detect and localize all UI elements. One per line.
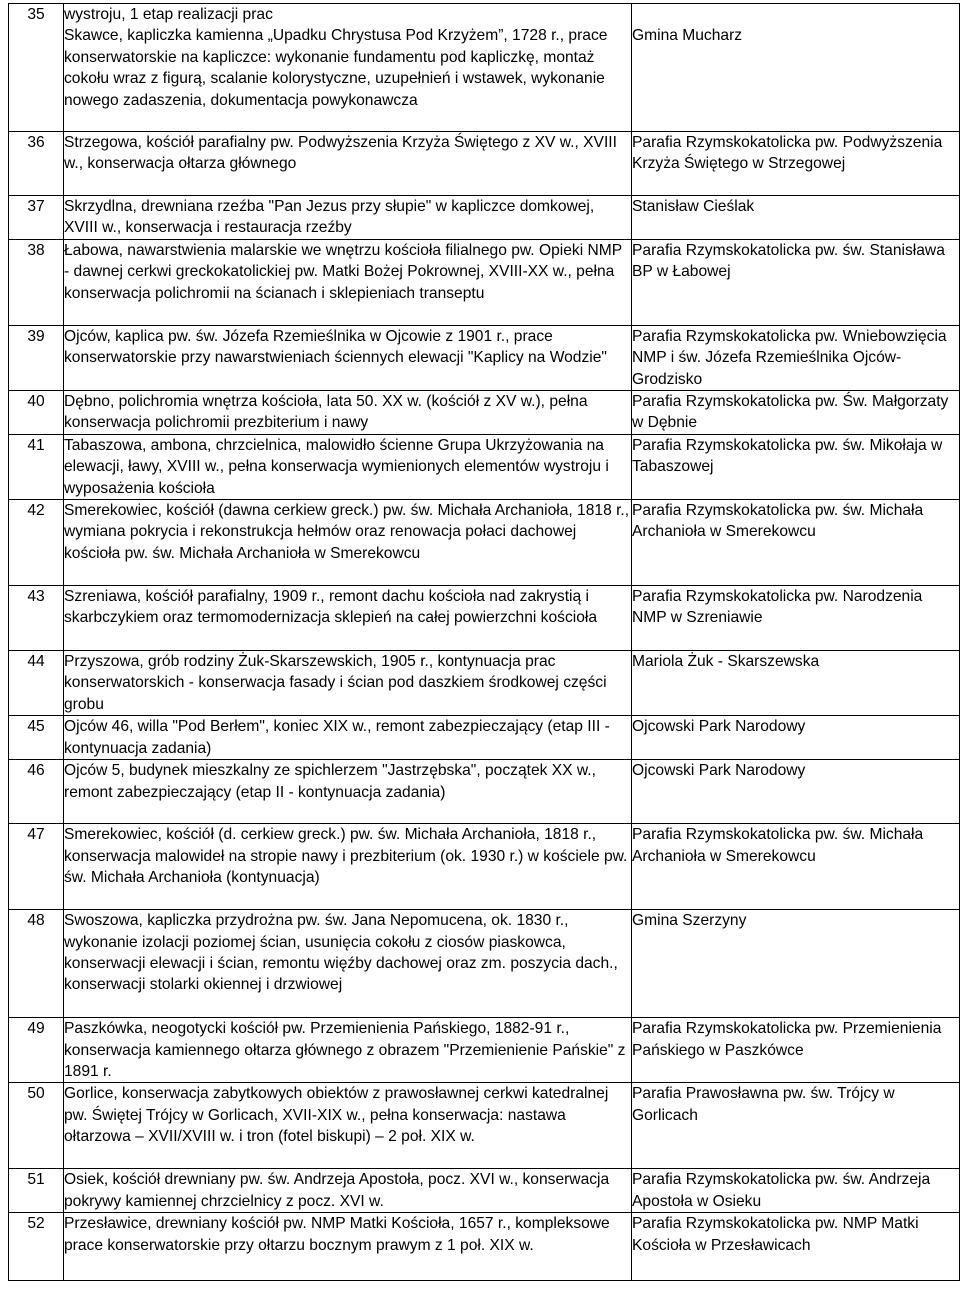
beneficiary-text: Ojcowski Park Narodowy	[632, 762, 806, 780]
beneficiary-text: Parafia Rzymskokatolicka pw. Przemienienia Pańskiego w Paszkówce	[632, 1020, 942, 1059]
beneficiary-text: Parafia Rzymskokatolicka pw. św. Mikołaja w Tabaszowej	[632, 436, 943, 476]
task-description	[64, 196, 632, 240]
beneficiary-text: Parafia Prawosławna pw. św. Trójcy w Gorlicach	[632, 1085, 895, 1124]
table-row	[9, 4, 960, 132]
beneficiary	[632, 586, 960, 651]
task-description	[64, 1213, 632, 1281]
task-description-text: Ojców 5, budynek mieszkalny ze spichlerzem "Jastrzębska", początek XX w., remont zabezpieczający (etap II - kontynuacja zadania)	[64, 762, 596, 801]
task-description-text: Paszkówka, neogotycki kościół pw. Przemienienia Pańskiego, 1882-91 r., konserwacja kamiennego ołtarza głównego z obrazem "Przemienienie Pańskie" z 1891 r.	[64, 1020, 626, 1080]
row-number-text: 40	[27, 393, 45, 411]
beneficiary	[632, 1169, 960, 1213]
beneficiary-text: Gmina Szerzyny	[632, 912, 747, 930]
row-number-text: 48	[27, 912, 45, 930]
row-number	[9, 500, 64, 586]
row-number-text: 38	[27, 241, 45, 259]
row-number-text: 39	[27, 327, 45, 345]
beneficiary	[632, 132, 960, 196]
row-number-text: 43	[27, 588, 45, 606]
task-description	[64, 586, 632, 651]
task-description	[64, 4, 632, 132]
task-description-text: Przesławice, drewniany kościół pw. NMP Matki Kościoła, 1657 r., kompleksowe prace konserwatorskie przy ołtarzu bocznym prawym z 1 poł. XIX w.	[64, 1215, 610, 1254]
row-number-text: 50	[27, 1085, 45, 1103]
beneficiary	[632, 500, 960, 586]
beneficiary	[632, 651, 960, 716]
beneficiary-text: Parafia Rzymskokatolicka pw. Św. Małgorzaty w Dębnie	[632, 393, 949, 432]
beneficiary	[632, 196, 960, 240]
row-number	[9, 1083, 64, 1169]
row-number	[9, 132, 64, 196]
table-row	[9, 651, 960, 716]
task-description-text: Dębno, polichromia wnętrza kościoła, lata 50. XX w. (kościół z XV w.), pełna konserwacja polichromii prezbiterium i nawy	[64, 393, 588, 432]
row-number	[9, 434, 64, 499]
row-number-text: 49	[27, 1020, 45, 1038]
table-row	[9, 434, 960, 499]
row-number-text: 52	[27, 1215, 45, 1233]
beneficiary	[632, 391, 960, 435]
row-number-text: 47	[27, 826, 45, 844]
task-description-text: wystroju, 1 etap realizacji prac Skawce, kapliczka kamienna „Upadku Chrystusa Pod Krzyżem”, 1728 r., prace konserwatorskie na kapliczce: wykonanie fundamentu pod kapliczkę, montaż cokołu wraz z figurą, scalanie kolorystyczne, uzupełnień i wstawek, wykonanie nowego zadaszenia, dokumentacja powykonawcza	[64, 6, 608, 109]
beneficiary	[632, 4, 960, 132]
table-row	[9, 196, 960, 240]
row-number	[9, 239, 64, 325]
row-number-text: 37	[27, 198, 45, 215]
table-row	[9, 391, 960, 435]
beneficiary-text: Parafia Rzymskokatolicka pw. św. Michała Archanioła w Smerekowcu	[632, 826, 924, 865]
task-description	[64, 760, 632, 824]
task-description-text: Ojców 46, willa "Pod Berłem", koniec XIX w., remont zabezpieczający (etap III - kontynuacja zadania)	[64, 718, 610, 757]
row-number	[9, 586, 64, 651]
row-number-text: 35	[27, 6, 45, 23]
task-description	[64, 132, 632, 196]
beneficiary-text: Mariola Żuk - Skarszewska	[632, 653, 820, 671]
task-description-text: Tabaszowa, ambona, chrzcielnica, malowidło ścienne Grupa Ukrzyżowania na elewacji, ławy, XVIII w., pełna konserwacja wymienionych elementów wystroju i wyposażenia kościoła	[64, 436, 609, 497]
task-description-text: Ojców, kaplica pw. św. Józefa Rzemieślnika w Ojcowie z 1901 r., prace konserwatorskie przy nawarstwieniach ściennych elewacji "Kaplicy na Wodzie"	[64, 327, 607, 367]
beneficiary-text: Stanisław Cieślak	[632, 198, 755, 215]
row-number-text: 45	[27, 718, 45, 736]
task-description-text: Strzegowa, kościół parafialny pw. Podwyższenia Krzyża Świętego z XV w., XVIII w., konserwacja ołtarza głównego	[64, 134, 617, 173]
beneficiary-text: Parafia Rzymskokatolicka pw. Podwyższenia Krzyża Świętego w Strzegowej	[632, 134, 943, 173]
task-description-text: Osiek, kościół drewniany pw. św. Andrzeja Apostoła, pocz. XVI w., konserwacja pokrywy kamiennej chrzcielnicy z pocz. XVI w.	[64, 1171, 610, 1210]
beneficiary	[632, 760, 960, 824]
beneficiary	[632, 434, 960, 499]
beneficiary-text: Parafia Rzymskokatolicka pw. św. Stanisława BP w Łabowej	[632, 241, 945, 281]
task-description-text: Przyszowa, grób rodziny Żuk-Skarszewskich, 1905 r., kontynuacja prac konserwatorskich - konserwacja fasady i ścian pod daszkiem środkowej części grobu	[64, 653, 607, 713]
row-number	[9, 196, 64, 240]
table-body	[9, 4, 960, 1281]
task-description	[64, 1018, 632, 1083]
beneficiary	[632, 325, 960, 390]
row-number-text: 44	[27, 653, 45, 671]
row-number	[9, 760, 64, 824]
table-row	[9, 824, 960, 910]
table-row	[9, 239, 960, 325]
beneficiary-text: Parafia Rzymskokatolicka pw. Wniebowzięcia NMP i św. Józefa Rzemieślnika Ojców-Grodzisko	[632, 327, 947, 388]
beneficiary-text: Ojcowski Park Narodowy	[632, 718, 806, 736]
row-number	[9, 325, 64, 390]
beneficiary	[632, 239, 960, 325]
table-row	[9, 1169, 960, 1213]
beneficiary	[632, 716, 960, 760]
table-row	[9, 1083, 960, 1169]
task-description	[64, 391, 632, 435]
row-number-text: 46	[27, 762, 45, 780]
task-description-text: Skrzydlna, drewniana rzeźba "Pan Jezus przy słupie" w kapliczce domkowej, XVIII w., konserwacja i restauracja rzeźby	[64, 198, 595, 237]
task-description	[64, 239, 632, 325]
table-row	[9, 1018, 960, 1083]
row-number-text: 36	[27, 134, 45, 151]
row-number	[9, 824, 64, 910]
beneficiary	[632, 1018, 960, 1083]
table-row	[9, 760, 960, 824]
table-row	[9, 586, 960, 651]
row-number	[9, 1213, 64, 1281]
row-number	[9, 1018, 64, 1083]
beneficiary-text: Gmina Mucharz	[632, 27, 743, 45]
beneficiary	[632, 1083, 960, 1169]
row-number	[9, 1169, 64, 1213]
beneficiary-text: Parafia Rzymskokatolicka pw. św. Michała Archanioła w Smerekowcu	[632, 502, 924, 541]
task-description-text: Swoszowa, kapliczka przydrożna pw. św. Jana Nepomucena, ok. 1830 r., wykonanie izolacji poziomej ścian, usunięcia cokołu z ciosów piaskowca, konserwacji elewacji i ścian, remontu więźby dachowej oraz zm. poszycia dach., konserwacji stolarki okiennej i drzwiowej	[64, 912, 618, 994]
row-number	[9, 716, 64, 760]
task-description	[64, 325, 632, 390]
row-number	[9, 910, 64, 1018]
task-description	[64, 1169, 632, 1213]
table-row	[9, 132, 960, 196]
row-number	[9, 651, 64, 716]
table-row	[9, 500, 960, 586]
table-row	[9, 325, 960, 390]
task-description-text: Smerekowiec, kościół (dawna cerkiew greck.) pw. św. Michała Archanioła, 1818 r., wymiana pokrycia i rekonstrukcja hełmów oraz renowacja połaci dachowej kościoła pw. św. Michała Archanioła w Smerekowcu	[64, 502, 630, 562]
task-description	[64, 434, 632, 499]
table-row	[9, 716, 960, 760]
task-description-text: Szreniawa, kościół parafialny, 1909 r., remont dachu kościoła nad zakrystią i skarbczykiem oraz termomodernizacja sklepień na całej powierzchni kościoła	[64, 588, 598, 627]
beneficiary-text: Parafia Rzymskokatolicka pw. NMP Matki Kościoła w Przesławicach	[632, 1215, 919, 1254]
task-description	[64, 910, 632, 1018]
task-description	[64, 651, 632, 716]
beneficiary-text: Parafia Rzymskokatolicka pw. Narodzenia NMP w Szreniawie	[632, 588, 923, 627]
task-description	[64, 824, 632, 910]
grants-table	[8, 3, 960, 1281]
row-number	[9, 4, 64, 132]
beneficiary	[632, 1213, 960, 1281]
table-row	[9, 1213, 960, 1281]
task-description-text: Gorlice, konserwacja zabytkowych obiektów z prawosławnej cerkwi katedralnej pw. Świętej Trójcy w Gorlicach, XVII-XIX w., pełna konserwacja: nastawa ołtarzowa – XVII/XVIII w. i tron (fotel biskupi) – 2 poł. XIX w.	[64, 1085, 609, 1146]
task-description	[64, 500, 632, 586]
task-description-text: Łabowa, nawarstwienia malarskie we wnętrzu kościoła filialnego pw. Opieki NMP - dawnej cerkwi greckokatolickiej pw. Matki Bożej Pokrownej, XVIII-XX w., pełna konserwacja polichromii na ścianach i sklepieniach transeptu	[64, 241, 622, 302]
beneficiary	[632, 824, 960, 910]
row-number-text: 51	[27, 1171, 45, 1189]
beneficiary-text: Parafia Rzymskokatolicka pw. św. Andrzeja Apostoła w Osieku	[632, 1171, 931, 1210]
row-number-text: 42	[27, 502, 45, 520]
table-row	[9, 910, 960, 1018]
row-number-text: 41	[27, 436, 45, 454]
beneficiary	[632, 910, 960, 1018]
row-number	[9, 391, 64, 435]
task-description	[64, 716, 632, 760]
task-description	[64, 1083, 632, 1169]
task-description-text: Smerekowiec, kościół (d. cerkiew greck.) pw. św. Michała Archanioła, 1818 r., konserwacja malowideł na stropie nawy i prezbiterium (ok. 1930 r.) w kościele pw. św. Michała Archanioła (kontynuacja)	[64, 826, 628, 886]
